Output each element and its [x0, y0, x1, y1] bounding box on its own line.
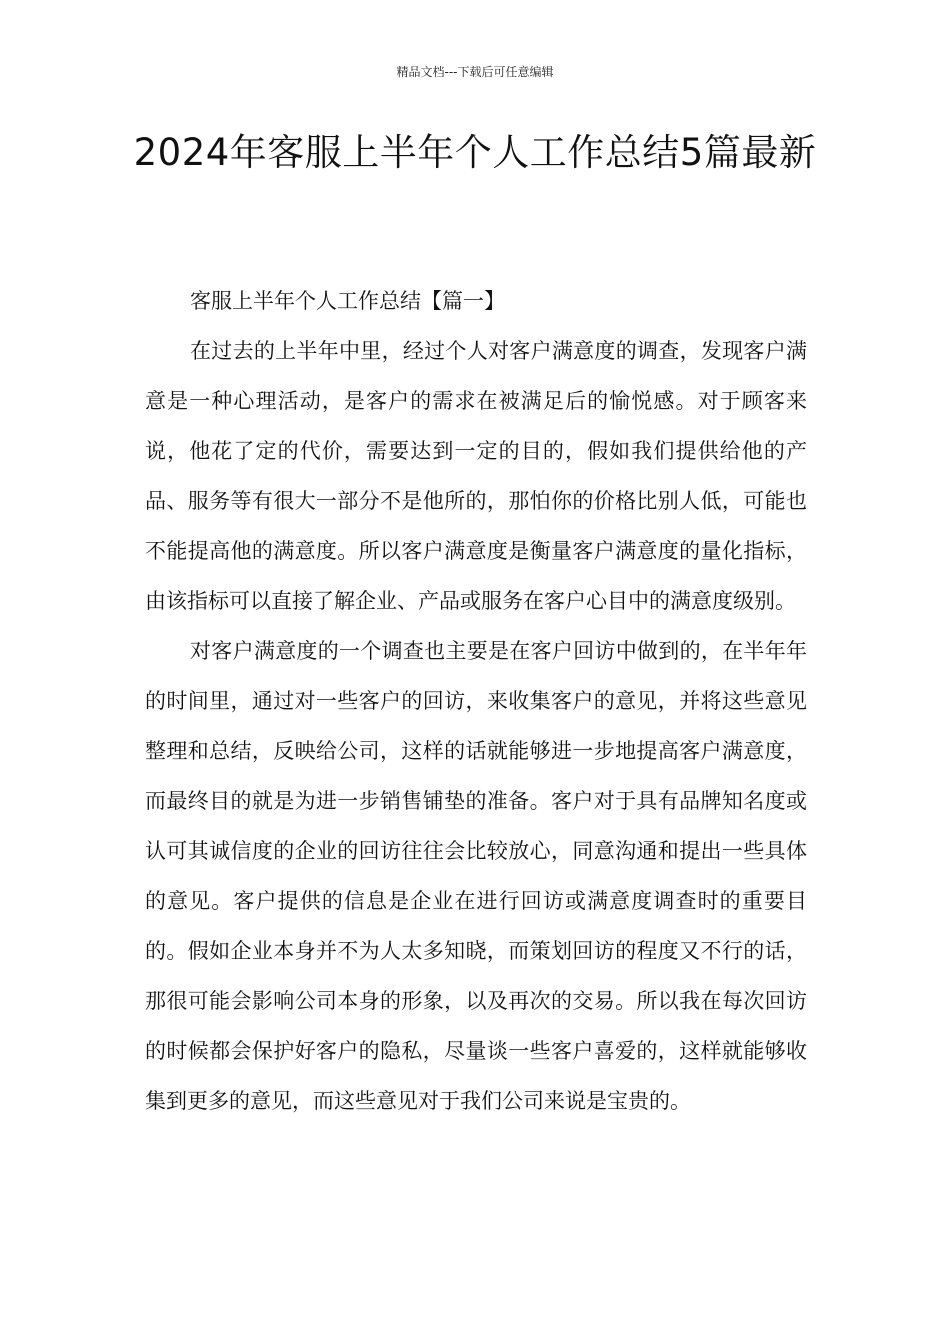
page-header: 精品文档---下载后可任意编辑 — [396, 65, 554, 79]
document-title: 2024年客服上半年个人工作总结5篇最新 — [133, 131, 817, 174]
document-body — [145, 276, 807, 1126]
section-heading: 客服上半年个人工作总结【篇一】 — [190, 289, 505, 313]
paragraph-2: 对客户满意度的一个调查也主要是在客户回访中做到的，在半年年的时间里，通过对一些客户的回访，来收集客户的意见，并将这些意见整理和总结，反映给公司，这样的话就能够进一步地提高客户满意度，而最终目的就是为进一步销售铺垫的准备。客户对于具有品牌知名度或认可其诚信度的企业的回访往往会比较放心，同意沟通和提出一些具体的意见。客户提供的信息是企业在进行回访或满意度调查时的重要目的。假如企业本身并不为人太多知晓，而策划回访的程度又不行的话，那很可能会影响公司本身的形象，以及再次的交易。所以我在每次回访的时候都会保护好客户的隐私，尽量谈一些客户喜爱的，这样就能够收集到更多的意见，而这些意见对于我们公司来说是宝贵的。 — [145, 639, 807, 1113]
paragraph-1: 在过去的上半年中里，经过个人对客户满意度的调查，发现客户满意是一种心理活动，是客户的需求在被满足后的愉悦感。对于顾客来说，他花了定的代价，需要达到一定的目的，假如我们提供给他的产品、服务等有很大一部分不是他所的，那怕你的价格比别人低，可能也不能提高他的满意度。所以客户满意度是衡量客户满意度的量化指标，由该指标可以直接了解企业、产品或服务在客户心目中的满意度级别。 — [145, 339, 807, 613]
